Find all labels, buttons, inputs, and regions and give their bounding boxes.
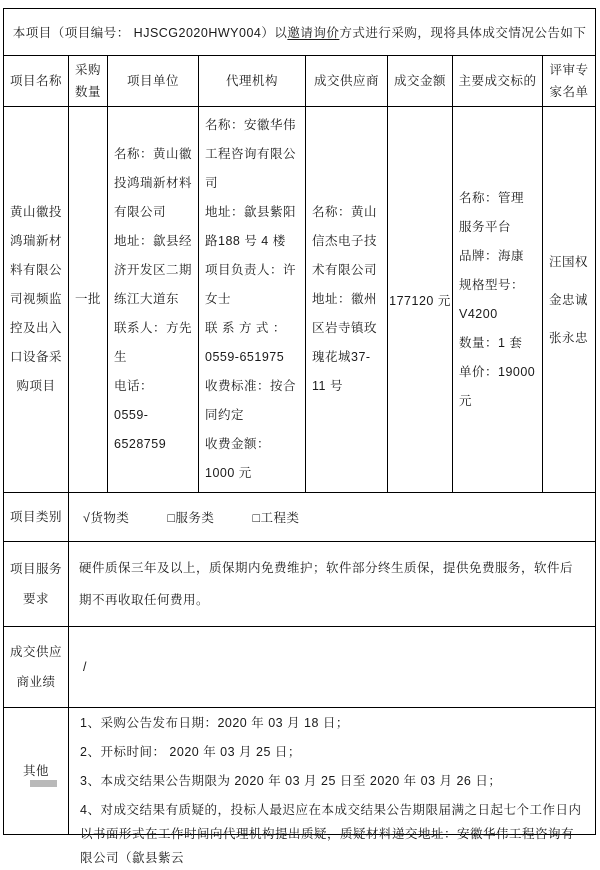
other-item: 4、对成交结果有质疑的，投标人最迟应在本成交结果公告期限届满之日起七个工作日内以书面形式在工作时间向代理机构提出质疑，质疑材料递交地址：安徽华伟工程咨询有限公司（歙县紫云 <box>80 803 582 865</box>
other-row <box>4 708 596 835</box>
expert-name: 汪国权 <box>549 254 589 269</box>
column-header-subject: 主要成交标的 <box>453 56 543 107</box>
cell-supplier <box>306 107 388 493</box>
cell-other <box>69 708 596 865</box>
category-option-goods-checked: √货物类 <box>83 511 130 525</box>
other-item: 2、开标时间： 2020 年 03 月 25 日； <box>80 745 301 759</box>
other-item: 3、本成交结果公告期限为 2020 年 03 月 25 日至 2020 年 03 月 26 日； <box>80 774 502 788</box>
agency-line: 名称：安徽华伟工程咨询有限公司 <box>205 118 297 190</box>
column-header-project-unit: 项目单位 <box>108 56 199 107</box>
row-label-performance: 成交供应商业绩 <box>4 627 69 708</box>
title-row <box>4 9 596 56</box>
agency-line: 收费标准：按合同约定 <box>205 379 297 422</box>
column-header-supplier: 成交供应商 <box>306 56 388 107</box>
cell-amount: 177120 元 <box>388 107 453 493</box>
cell-experts <box>543 107 596 493</box>
header-row <box>4 56 596 107</box>
column-header-amount: 成交金额 <box>388 56 453 107</box>
project-unit-line: 联系人：方先生 <box>114 321 193 364</box>
project-unit-line: 名称：黄山徽投鸿瑞新材料有限公司 <box>114 147 193 219</box>
project-unit-line: 地址：歙县经济开发区二期练江大道东 <box>114 234 193 306</box>
cell-project-name: 黄山徽投鸿瑞新材料有限公司视频监控及出入口设备采购项目 <box>4 107 69 493</box>
agency-line: 收费金额：1000 元 <box>205 437 271 480</box>
expert-name: 金忠诚 <box>549 292 589 307</box>
column-header-quantity: 采购数量 <box>69 56 108 107</box>
subject-line: 数量：1 套 <box>459 335 523 350</box>
subject-line: 单价：19000 元 <box>459 364 536 408</box>
agency-line: 项目负责人：许女士 <box>205 263 297 306</box>
subject-line: 品牌：海康 <box>459 248 525 263</box>
announcement-title <box>4 9 596 56</box>
procurement-result-table <box>3 8 596 865</box>
category-option-services: □服务类 <box>167 511 215 525</box>
title-prefix: 本项目（项目编号： HJSCG2020HWY004）以 <box>12 26 288 40</box>
category-row <box>4 493 596 542</box>
agency-line: 0559-651975 <box>205 350 285 364</box>
category-option-works: □工程类 <box>252 511 300 525</box>
project-unit-line: 0559-6528759 <box>114 408 167 451</box>
cell-category-options <box>69 493 596 542</box>
page-bottom-gray-chip <box>30 780 57 787</box>
supplier-line: 地址：徽州区岩寺镇玫瑰花城37-11 号 <box>312 292 378 393</box>
cell-service-requirements: 硬件质保三年及以上，质保期内免费维护；软件部分终生质保，提供免费服务，软件后期不再收取任何费用。 <box>69 542 596 627</box>
cell-agency <box>199 107 306 493</box>
supplier-line: 名称：黄山信杰电子技术有限公司 <box>312 205 378 277</box>
other-items <box>70 709 594 865</box>
agency-line: 地址：歙县紫阳路188 号 4 楼 <box>205 205 297 248</box>
agency-line: 联 系 方 式 ： <box>205 321 286 335</box>
service-requirements-row <box>4 542 596 627</box>
cell-subject <box>453 107 543 493</box>
row-label-category: 项目类别 <box>4 493 69 542</box>
main-record-row <box>4 107 596 493</box>
other-item: 1、采购公告发布日期：2020 年 03 月 18 日； <box>80 716 349 730</box>
cell-quantity: 一批 <box>69 107 108 493</box>
column-header-experts: 评审专家名单 <box>543 56 596 107</box>
row-label-other: 其他 <box>4 708 69 835</box>
column-header-agency: 代理机构 <box>199 56 306 107</box>
subject-line: V4200 <box>459 306 498 321</box>
row-label-service: 项目服务要求 <box>4 542 69 627</box>
subject-line: 名称：管理服务平台 <box>459 190 525 234</box>
project-unit-line: 电话： <box>114 379 154 393</box>
cell-project-unit <box>108 107 199 493</box>
subject-line: 规格型号： <box>459 277 525 292</box>
cell-supplier-performance: / <box>69 627 596 708</box>
supplier-performance-row <box>4 627 596 708</box>
title-suffix: 方式进行采购，现将具体成交情况公告如下 <box>339 26 587 40</box>
expert-name: 张永忠 <box>549 330 589 345</box>
title-procurement-method: 邀请询价 <box>287 26 340 40</box>
column-header-project-name: 项目名称 <box>4 56 69 107</box>
